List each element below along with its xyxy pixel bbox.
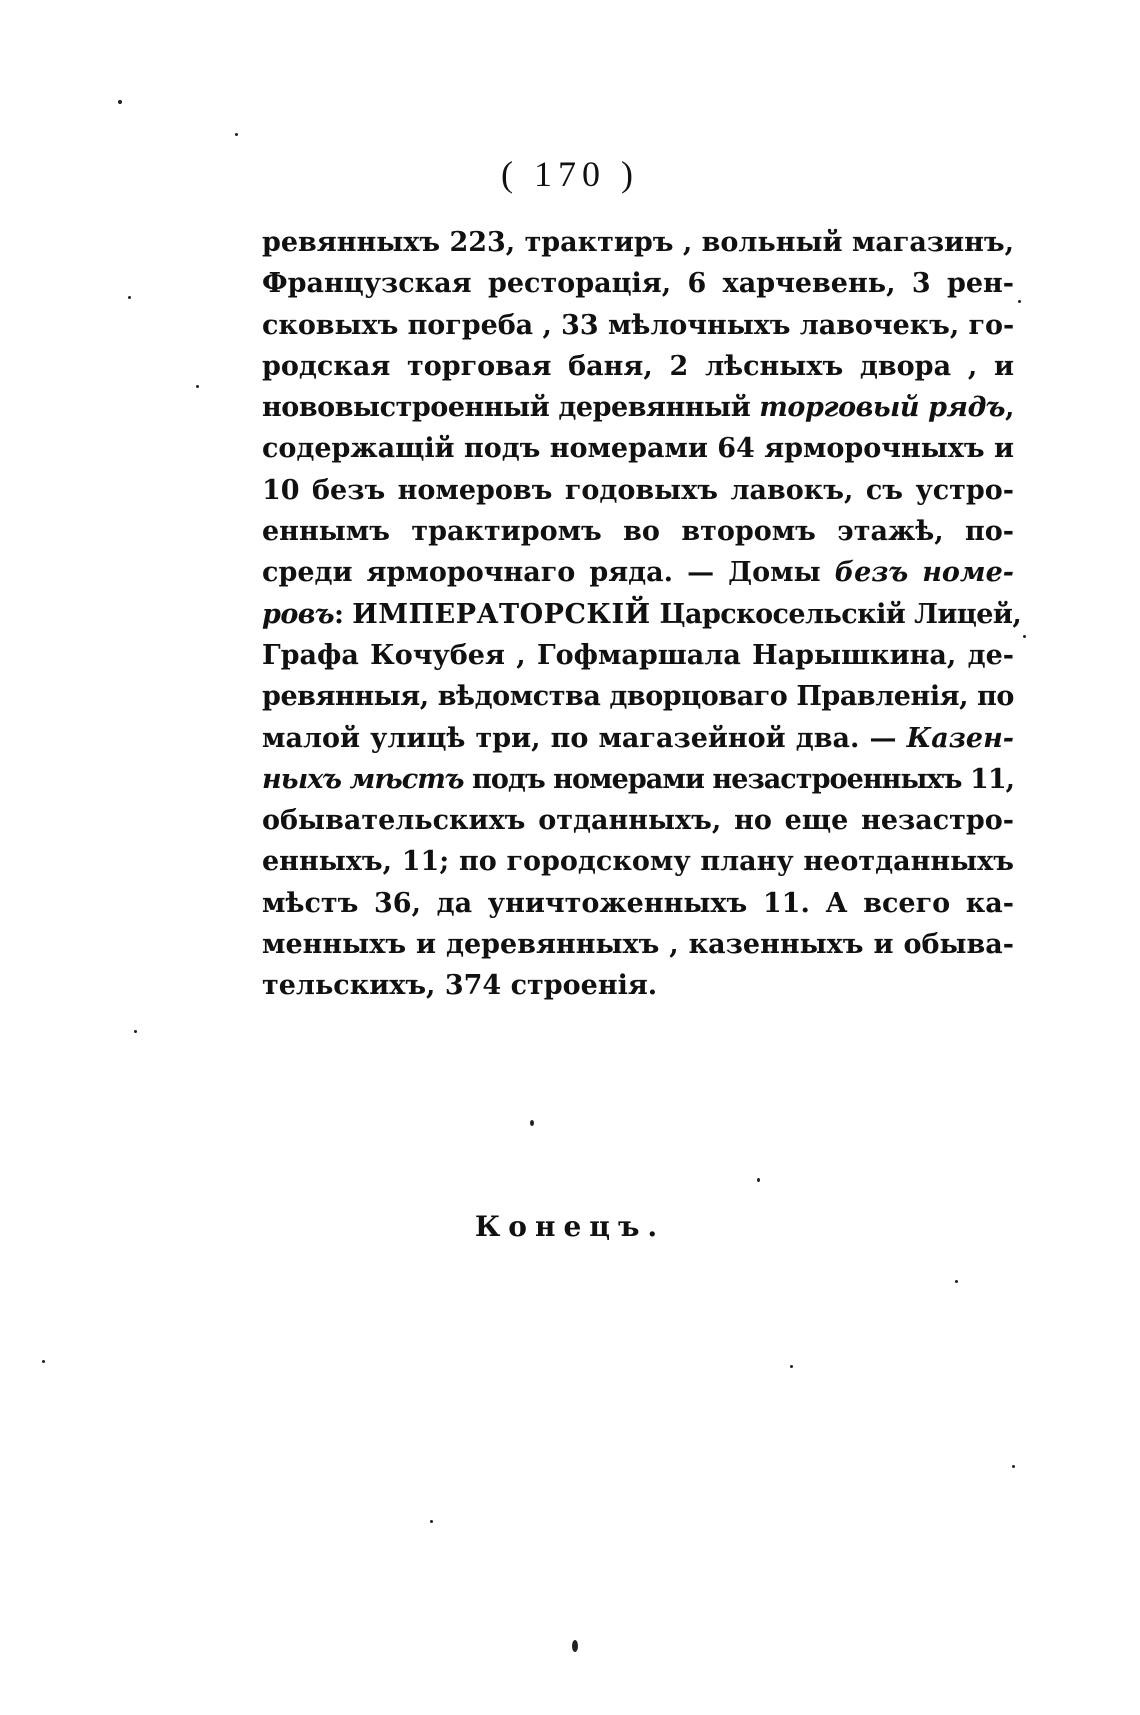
scan-speck bbox=[1012, 1465, 1015, 1468]
scan-speck bbox=[572, 1640, 578, 1652]
text-segment: малой улицѣ три, по магазейной два. — bbox=[262, 722, 907, 754]
text-line bbox=[262, 883, 1014, 924]
text-segment: Французская ресторація, 6 харчевень, 3 рен- bbox=[262, 268, 1014, 300]
text-segment: нововыстроенный деревянный bbox=[262, 392, 760, 424]
end-mark: Конецъ. bbox=[474, 1210, 666, 1243]
text-segment: подъ номерами незастроенныхъ 11, bbox=[463, 763, 1015, 795]
scan-speck bbox=[1018, 300, 1021, 303]
scan-speck bbox=[1023, 635, 1026, 638]
text-line bbox=[262, 676, 1014, 717]
text-line bbox=[262, 800, 1014, 841]
scan-speck bbox=[42, 1360, 45, 1363]
text-segment: Царскосельскій Лицей, bbox=[650, 598, 1022, 630]
text-line bbox=[262, 594, 1022, 635]
text-line bbox=[262, 428, 1014, 469]
scan-speck bbox=[118, 100, 122, 104]
scan-speck bbox=[128, 296, 131, 299]
scan-speck bbox=[955, 1280, 958, 1283]
scan-speck bbox=[530, 1120, 534, 1126]
text-line bbox=[262, 511, 1014, 552]
italic-text: торговый рядъ bbox=[759, 392, 1006, 424]
italic-text: ровъ bbox=[262, 598, 335, 630]
italic-text: безъ номе- bbox=[834, 557, 1014, 589]
scan-speck bbox=[196, 385, 199, 388]
text-line bbox=[262, 305, 1014, 346]
italic-text: ныхъ мѣстъ bbox=[262, 763, 464, 795]
text-line bbox=[262, 346, 1014, 387]
text-line bbox=[262, 965, 1014, 1006]
text-segment: еннымъ трактиромъ во второмъ этажѣ, по- bbox=[262, 516, 1014, 548]
italic-text: Казен- bbox=[906, 722, 1014, 754]
text-line bbox=[262, 263, 1014, 304]
text-line bbox=[262, 635, 1014, 676]
text-segment: среди ярморочнаго ряда. — Домы bbox=[262, 557, 835, 589]
text-segment: обывательскихъ отданныхъ, но еще незастро- bbox=[262, 805, 1014, 837]
scan-speck bbox=[134, 1030, 137, 1033]
text-line bbox=[262, 718, 1014, 759]
scan-speck bbox=[790, 1365, 793, 1368]
text-segment: Графа Кочубея , Гофмаршала Нарышкина, де- bbox=[262, 639, 1014, 671]
text-line bbox=[262, 387, 1014, 428]
text-segment: ИМПЕРАТОРСКІЙ bbox=[352, 598, 651, 630]
text-line bbox=[262, 470, 1014, 511]
text-segment: содержащій подъ номерами 64 ярморочныхъ и bbox=[262, 433, 1014, 465]
page-number: ( 170 ) bbox=[501, 154, 639, 194]
text-segment: мѣстъ 36, да уничтоженныхъ 11. А всего ка- bbox=[262, 887, 1014, 919]
text-segment: енныхъ, 11; по городскому плану неотданныхъ bbox=[262, 846, 1014, 878]
scan-speck bbox=[235, 133, 238, 136]
text-line bbox=[262, 841, 1014, 882]
body-text bbox=[262, 222, 1022, 1007]
text-segment: менныхъ и деревянныхъ , казенныхъ и обыва- bbox=[262, 929, 1014, 961]
text-segment: 10 безъ номеровъ годовыхъ лавокъ, съ устро- bbox=[262, 474, 1014, 506]
scan-speck bbox=[430, 1520, 433, 1523]
text-segment: , bbox=[1005, 392, 1014, 424]
text-line bbox=[262, 222, 1014, 263]
text-line bbox=[262, 552, 1014, 593]
text-line bbox=[262, 759, 1014, 800]
scan-speck bbox=[757, 1178, 760, 1182]
text-line bbox=[262, 924, 1014, 965]
text-segment: сковыхъ погреба , 33 мѣлочныхъ лавочекъ, го- bbox=[262, 309, 1015, 341]
text-segment: : bbox=[334, 598, 353, 630]
text-segment: ревянныя, вѣдомства дворцоваго Правленія, по bbox=[262, 681, 1014, 713]
text-segment: родская торговая баня, 2 лѣсныхъ двора , и bbox=[262, 350, 1014, 382]
text-segment: тельскихъ, 374 строенія. bbox=[262, 970, 658, 1002]
text-segment: ревянныхъ 223, трактиръ , вольный магазинъ, bbox=[262, 227, 1014, 258]
